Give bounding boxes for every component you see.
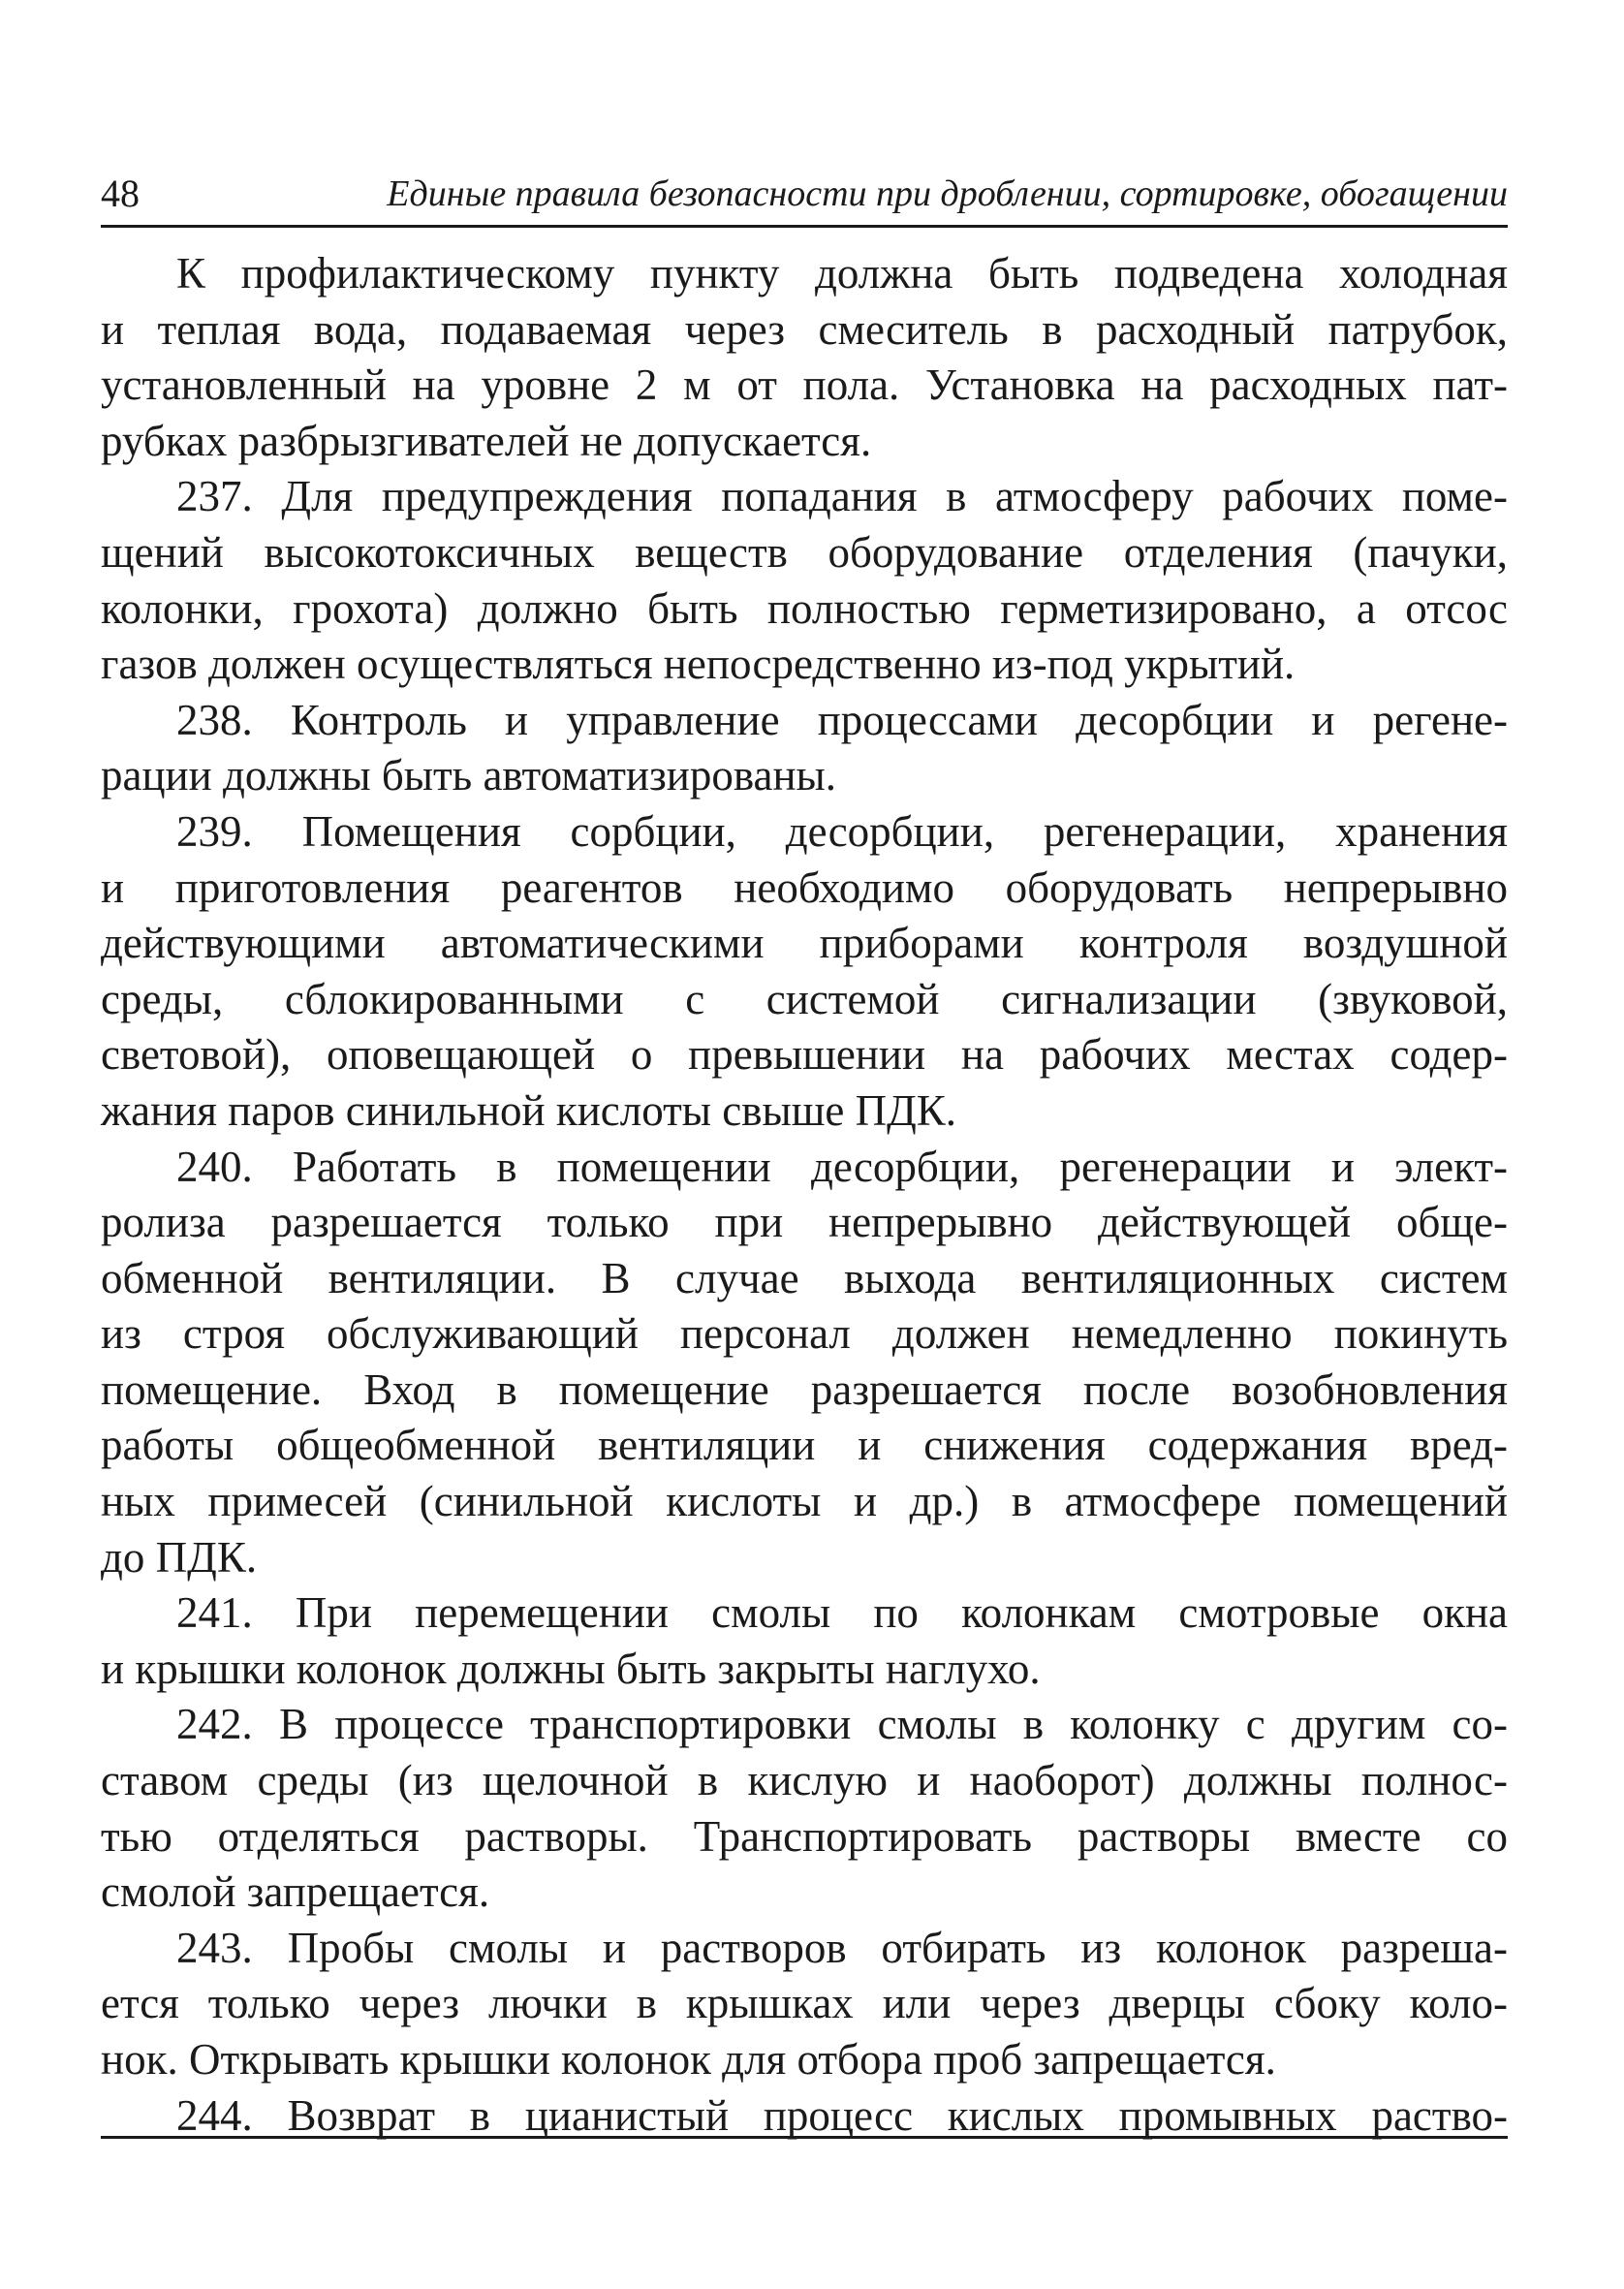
- text-line: 242. В процессе транспортировки смолы в колонку с другим со-: [176, 1700, 1508, 1749]
- text-line: 239. Помещения сорбции, десорбции, регенерации, хранения: [176, 806, 1508, 856]
- paragraph: [101, 1921, 1508, 2088]
- text-line-last: рации должны быть автоматизированы.: [101, 751, 837, 800]
- text-line: помещение. Вход в помещение разрешается после возобновления: [101, 1364, 1508, 1414]
- text-line: обменной вентиляции. В случае выхода вентиляционных систем: [101, 1253, 1508, 1302]
- text-line-last: жания паров синильной кислоты свыше ПДК.: [101, 1085, 957, 1135]
- text-line: световой), оповещающей о превышении на рабочих местах содер-: [101, 1030, 1508, 1080]
- text-line: из строя обслуживающий персонал должен немедленно покинуть: [101, 1309, 1508, 1359]
- paragraph: [101, 804, 1508, 1140]
- paragraph: [101, 1585, 1508, 1697]
- running-title: Единые правила безопасности при дроблении, сортировке, обогащении: [387, 173, 1508, 214]
- text-line: действующими автоматическими приборами контроля воздушной: [101, 919, 1508, 968]
- text-line-last: рубках разбрызгивателей не допускается.: [101, 416, 872, 465]
- text-line: щений высокотоксичных веществ оборудование отделения (пачуки,: [101, 527, 1508, 577]
- footer-rule: [101, 2136, 1508, 2139]
- paragraph: [101, 1140, 1508, 1586]
- text-line-last: газов должен осуществляться непосредственно из-под укрытий.: [101, 640, 1296, 689]
- text-line: ется только через лючки в крышках или через дверцы сбоку коло-: [101, 1979, 1508, 2028]
- text-line: 243. Пробы смолы и растворов отбирать из колонок разреша-: [176, 1923, 1508, 1972]
- page-header: [101, 165, 1508, 228]
- text-line: 241. При перемещении смолы по колонкам смотровые окна: [176, 1588, 1508, 1638]
- page-number: 48: [101, 172, 140, 215]
- text-line-last: и крышки колонок должны быть закрыты наглухо.: [101, 1644, 1041, 1693]
- paragraph: [101, 246, 1508, 469]
- text-line: 238. Контроль и управление процессами десорбции и регене-: [176, 695, 1508, 744]
- text-line: ставом среды (из щелочной в кислую и наоборот) должны полнос-: [101, 1756, 1508, 1805]
- text-line: 240. Работать в помещении десорбции, регенерации и элект-: [176, 1142, 1508, 1191]
- text-line: 244. Возврат в цианистый процесс кислых промывных раство-: [176, 2090, 1508, 2140]
- text-line: ных примесей (синильной кислоты и др.) в атмосфере помещений: [101, 1477, 1508, 1526]
- text-line: К профилактическому пункту должна быть подведена холодная: [176, 249, 1508, 298]
- text-line: ролиза разрешается только при непрерывно действующей обще-: [101, 1198, 1508, 1247]
- text-line-last: смолой запрещается.: [101, 1867, 490, 1917]
- text-line: работы общеобменной вентиляции и снижения содержания вред-: [101, 1421, 1508, 1470]
- paragraph: [101, 469, 1508, 692]
- text-line: и приготовления реагентов необходимо оборудовать непрерывно: [101, 862, 1508, 912]
- paragraph: [101, 693, 1508, 804]
- text-line: 237. Для предупреждения попадания в атмосферу рабочих поме-: [176, 472, 1508, 521]
- text-line: тью отделяться растворы. Транспортировать растворы вместе со: [101, 1811, 1508, 1861]
- text-line: и теплая вода, подаваемая через смеситель в расходный патрубок,: [101, 304, 1508, 354]
- text-line-last: до ПДК.: [101, 1532, 258, 1582]
- text-line: колонки, грохота) должно быть полностью герметизировано, а отсос: [101, 583, 1508, 633]
- text-line: установленный на уровне 2 м от пола. Установка на расходных пат-: [101, 361, 1508, 410]
- text-line: среды, сблокированными с системой сигнализации (звуковой,: [101, 974, 1508, 1023]
- paragraph: [101, 1697, 1508, 1920]
- body-text: [101, 246, 1508, 2144]
- text-line-last: нок. Открывать крышки колонок для отбора проб запрещается.: [101, 2035, 1276, 2084]
